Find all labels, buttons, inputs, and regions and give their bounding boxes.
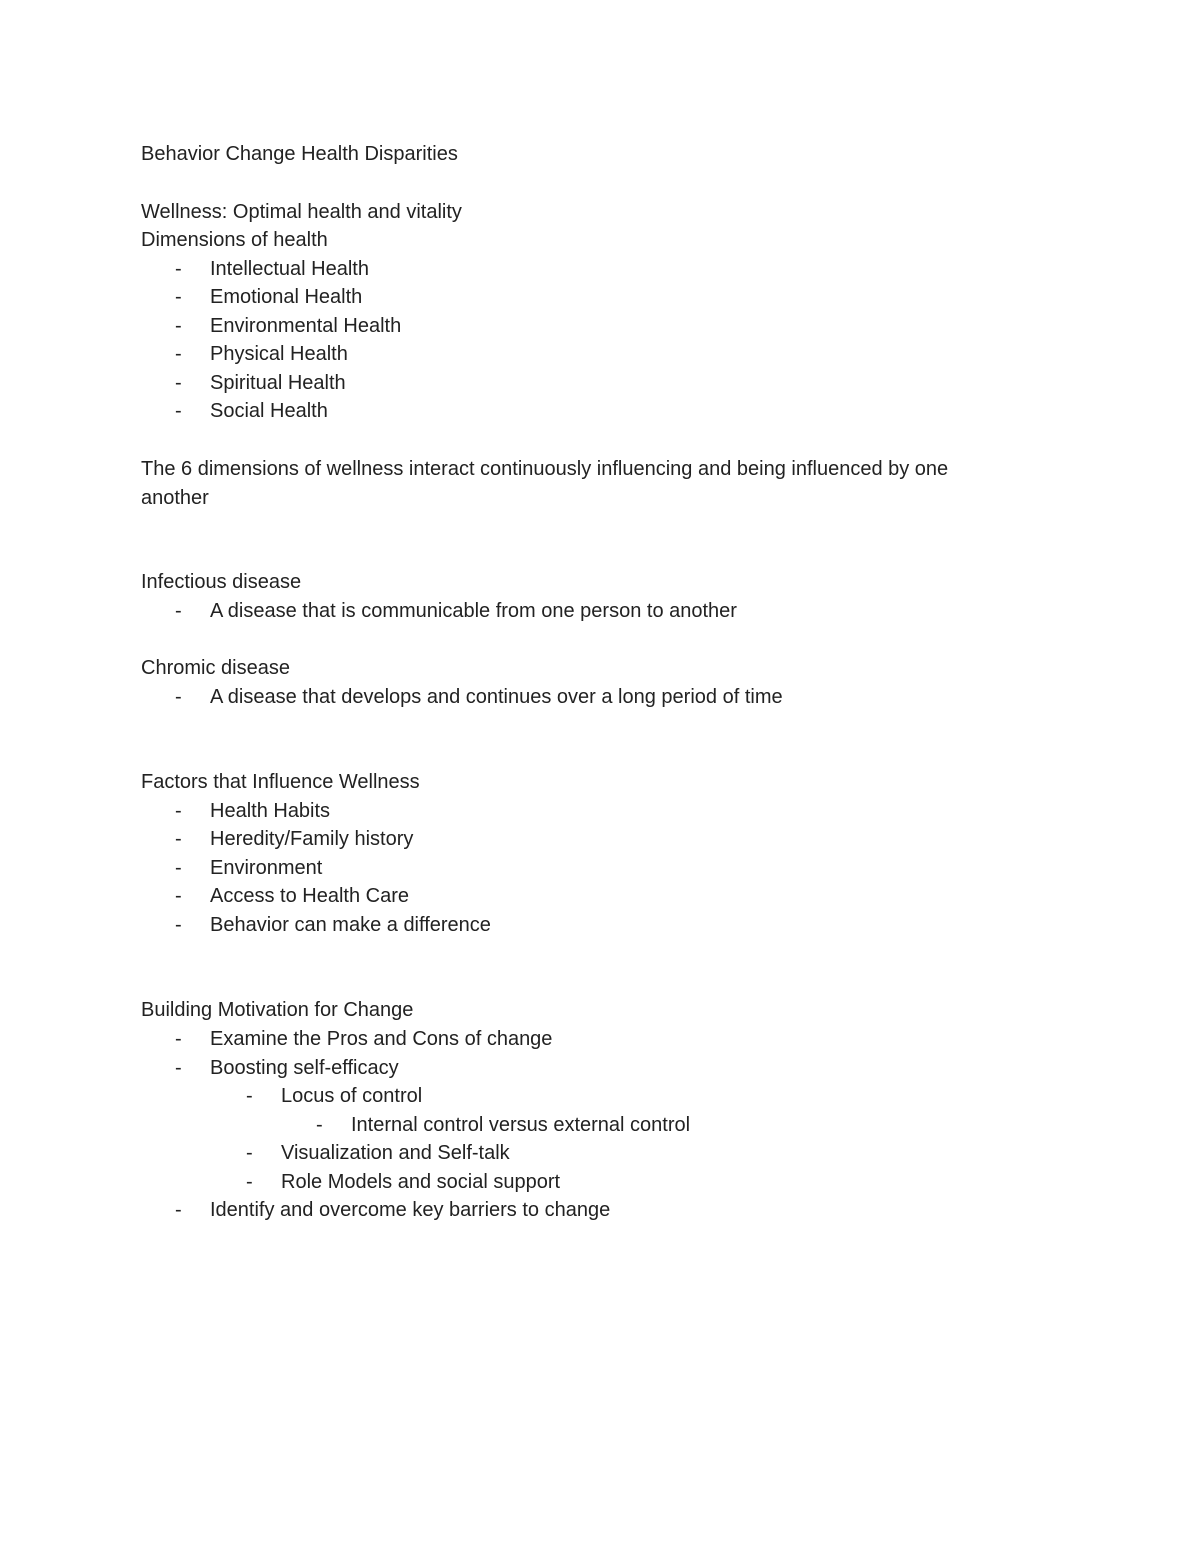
factors-heading: Factors that Influence Wellness: [141, 771, 420, 793]
bullet-dash: -: [175, 686, 182, 708]
list-item-text: Environmental Health: [210, 315, 402, 337]
list-item-text: Role Models and social support: [281, 1171, 561, 1193]
list-item-text: Locus of control: [281, 1085, 423, 1107]
bullet-dash: -: [175, 600, 182, 622]
list-item-text: Heredity/Family history: [210, 828, 414, 850]
list-item-text: Boosting self-efficacy: [210, 1057, 399, 1079]
list-item-text: A disease that is communicable from one person to another: [210, 600, 737, 622]
bullet-dash: -: [175, 914, 182, 936]
dimensions-heading: Dimensions of health: [141, 229, 328, 251]
interaction-note-line1: The 6 dimensions of wellness interact continuously influencing and being influenced by one: [141, 458, 949, 480]
list-item-text: A disease that develops and continues over a long period of time: [210, 686, 783, 708]
bullet-dash: -: [175, 885, 182, 907]
list-item-text: Examine the Pros and Cons of change: [210, 1028, 553, 1050]
list-item-text: Behavior can make a difference: [210, 914, 491, 936]
list-item-text: Access to Health Care: [210, 885, 409, 907]
infectious-heading: Infectious disease: [141, 571, 302, 593]
list-item-text: Identify and overcome key barriers to change: [210, 1199, 611, 1221]
list-item-text: Visualization and Self-talk: [281, 1142, 510, 1164]
bullet-dash: -: [175, 372, 182, 394]
bullet-dash: -: [175, 800, 182, 822]
bullet-dash: -: [175, 286, 182, 308]
chronic-heading: Chromic disease: [141, 657, 290, 679]
list-item-text: Spiritual Health: [210, 372, 346, 394]
bullet-dash: -: [175, 1199, 182, 1221]
list-item-text: Internal control versus external control: [351, 1114, 691, 1136]
bullet-dash: -: [175, 857, 182, 879]
list-item-text: Health Habits: [210, 800, 331, 822]
bullet-dash: -: [175, 1057, 182, 1079]
list-item-text: Emotional Health: [210, 286, 363, 308]
wellness-definition: Wellness: Optimal health and vitality: [141, 201, 462, 223]
document-title: Behavior Change Health Disparities: [141, 143, 458, 165]
motivation-heading: Building Motivation for Change: [141, 999, 414, 1021]
bullet-dash: -: [246, 1171, 253, 1193]
bullet-dash: -: [175, 315, 182, 337]
bullet-dash: -: [246, 1142, 253, 1164]
bullet-dash: -: [246, 1085, 253, 1107]
list-item-text: Physical Health: [210, 343, 348, 365]
bullet-dash: -: [175, 1028, 182, 1050]
interaction-note-line2: another: [141, 487, 209, 509]
bullet-dash: -: [175, 828, 182, 850]
bullet-dash: -: [175, 400, 182, 422]
bullet-dash: -: [175, 343, 182, 365]
list-item-text: Intellectual Health: [210, 258, 369, 280]
list-item-text: Social Health: [210, 400, 328, 422]
bullet-dash: -: [316, 1114, 323, 1136]
bullet-dash: -: [175, 258, 182, 280]
list-item-text: Environment: [210, 857, 323, 879]
